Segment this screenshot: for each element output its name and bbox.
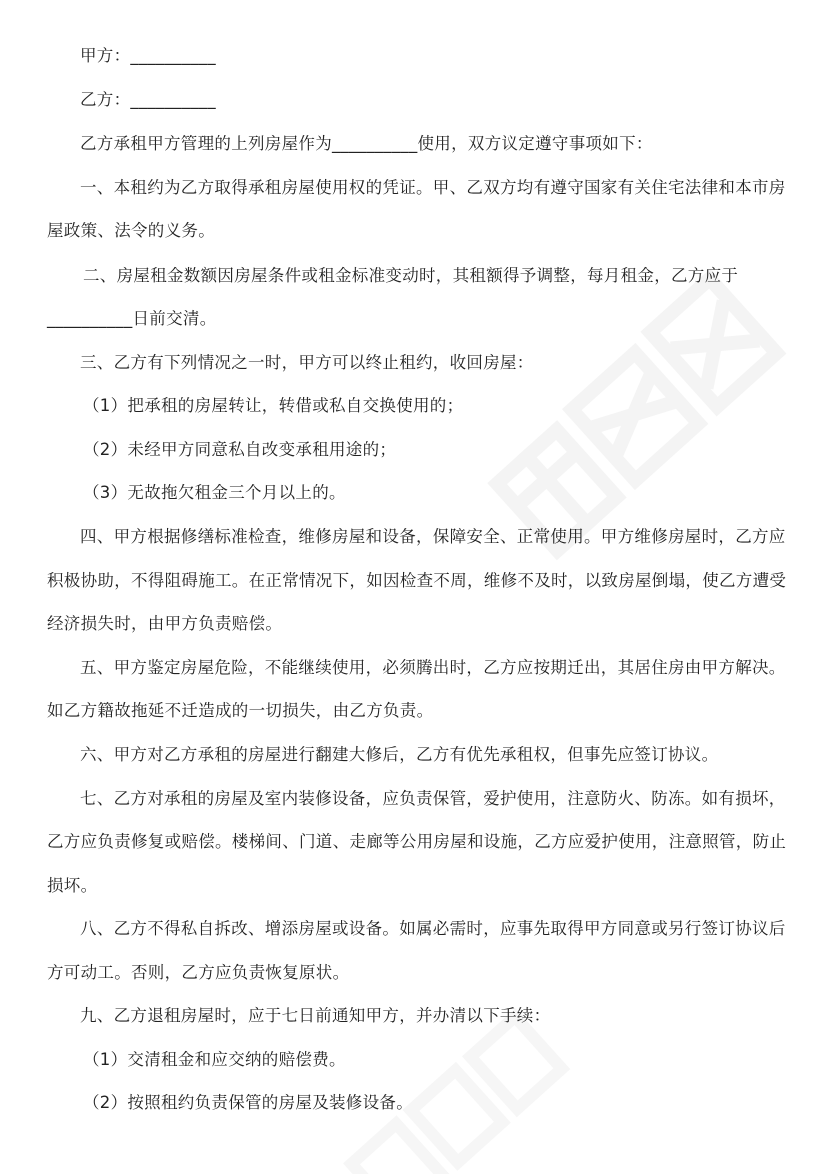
clause-4-line-2: 积极协助，不得阻碍施工。在正常情况下，如因检查不周，维修不及时，以致房屋倒塌，使乙方遭受	[47, 571, 787, 590]
clause-5-line-1: 五、甲方鉴定房屋危险，不能继续使用，必须腾出时，乙方应按期迁出，其居住房由甲方解决。	[80, 658, 786, 677]
clause-1-line-2: 屋政策、法令的义务。	[47, 221, 215, 240]
clause-7-line-1: 七、乙方对承租的房屋及室内装修设备，应负责保管，爱护使用，注意防火、防冻。如有损坏，	[80, 789, 786, 808]
clause-1-line-1: 一、本租约为乙方取得承租房屋使用权的凭证。甲、乙双方均有遵守国家有关住宅法律和本市房	[80, 178, 786, 197]
clause-8-line-2: 方可动工。否则，乙方应负责恢复原状。	[47, 963, 350, 982]
clause-8-line-1: 八、乙方不得私自拆改、增添房屋或设备。如属必需时，应事先取得甲方同意或另行签订协议后	[80, 919, 786, 938]
party-a-line: 甲方：__________	[80, 46, 216, 65]
clause-4-line-3: 经济损失时，由甲方负责赔偿。	[47, 614, 283, 633]
party-b-line: 乙方：__________	[80, 90, 216, 109]
clause-7-line-3: 损坏。	[47, 876, 98, 895]
clause-3-item: （3）无故拖欠租金三个月以上的。	[83, 483, 346, 502]
clause-3-item: （1）把承租的房屋转让，转借或私自交换使用的；	[83, 396, 464, 415]
clause-3-line-1: 三、乙方有下列情况之一时，甲方可以终止租约，收回房屋：	[80, 353, 534, 372]
preamble: 乙方承租甲方管理的上列房屋作为__________使用，双方议定遵守事项如下：	[80, 134, 653, 153]
clause-9-item: （1）交清租金和应交纳的赔偿费。	[83, 1050, 346, 1069]
clause-7-line-2: 乙方应负责修复或赔偿。楼梯间、门道、走廊等公用房屋和设施，乙方应爱护使用，注意照管，防止	[47, 832, 787, 851]
clause-5-line-2: 如乙方籍故拖延不迁造成的一切损失，由乙方负责。	[47, 701, 434, 720]
clause-2-line-1: 二、房屋租金数额因房屋条件或租金标准变动时，其租额得予调整，每月租金，乙方应于	[83, 266, 739, 285]
clause-3-item: （2）未经甲方同意私自改变承租用途的；	[83, 440, 397, 459]
clause-6-line-1: 六、甲方对乙方承租的房屋进行翻建大修后，乙方有优先承租权，但事先应签订协议。	[80, 745, 719, 764]
clause-4-line-1: 四、甲方根据修缮标准检查，维修房屋和设备，保障安全、正常使用。甲方维修房屋时，乙方应	[80, 527, 786, 546]
clause-9-item: （2）按照租约负责保管的房屋及装修设备。	[83, 1093, 413, 1112]
clause-9-line-1: 九、乙方退租房屋时，应于七日前通知甲方，并办清以下手续：	[80, 1006, 551, 1025]
clause-2-line-2: __________日前交清。	[47, 309, 217, 328]
